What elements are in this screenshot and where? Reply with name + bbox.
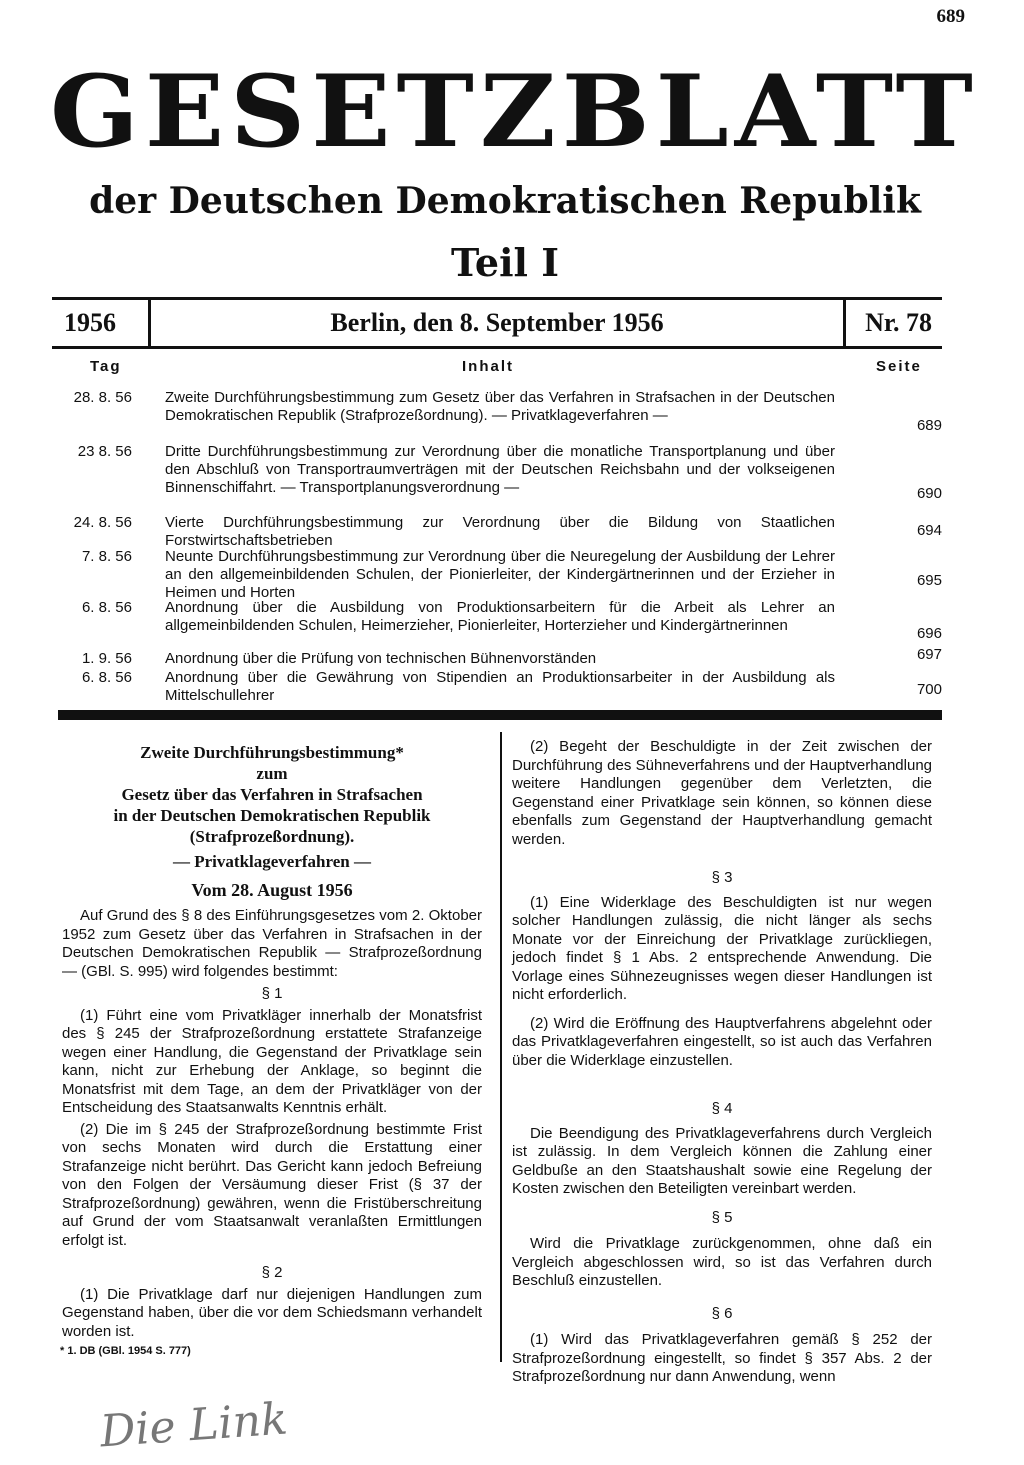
issue-date: Berlin, den 8. September 1956 [330, 308, 664, 337]
handwritten-note: Die Link [98, 1393, 290, 1458]
section-heading: § 4 [711, 1100, 733, 1117]
toc-text: Anordnung über die Prüfung von technischen Bühnenvorständen [165, 650, 597, 667]
right-column [512, 738, 932, 1387]
toc-text: Zweite Durchführungsbestimmung zum Gesetz über das Verfahren in Strafsachen in der Deutschen Demokratischen Republik (Strafprozeßordnung). — Privatklageverfahren — [165, 389, 835, 424]
toc-page: 690 [916, 485, 942, 502]
issue-divider [843, 297, 846, 349]
paragraph: (1) Wird das Privatklageverfahren gemäß § 252 der Strafprozeßordnung eingestellt, so findet § 357 Abs. 2 der Strafprozeßordnung nur dann Anwendung, wenn [512, 1331, 932, 1385]
part-label: Teil I [451, 240, 559, 285]
toc-text: Anordnung über die Ausbildung von Produktionsarbeitern für die Arbeit als Lehrer an allgemeinbildenden Schulen, Heimerzieher, Pionierleiter, Horterzieher und Kindergärtnerinnen [165, 599, 835, 634]
section-heading: § 6 [711, 1304, 733, 1322]
issue-year: 1956 [64, 308, 116, 337]
left-column [62, 742, 482, 1341]
paragraph: (1) Die Privatklage darf nur diejenigen Handlungen zum Gegenstand haben, über die vor dem Schiedsmann verhandelt worden ist. [62, 1285, 482, 1340]
article-date: Vom 28. August 1956 [191, 880, 353, 900]
footnote: * 1. DB (GBl. 1954 S. 777) [60, 1345, 191, 1357]
masthead: GESETZBLATT [50, 53, 979, 170]
article-title-line: (Strafprozeßordnung). [189, 827, 355, 846]
issue-number: Nr. 78 [865, 308, 932, 337]
toc-day: 1. 9. 56 [81, 650, 132, 667]
paragraph: (2) Begeht der Beschuldigte in der Zeit zwischen der Durchführung des Sühneverfahrens und der Hauptverhandlung weitere Handlungen gegenüber dem Verletzten, die Gegenstand einer Privatklage sein können, so können diese ebenfalls zum Gegenstand der Hauptverhandlung gemacht werden. [512, 738, 932, 848]
section-heading: § 3 [711, 869, 733, 886]
toc-day: 23 8. 56 [77, 443, 132, 460]
section-divider [58, 710, 942, 720]
toc-header-day: Tag [90, 358, 122, 375]
toc-day: 28. 8. 56 [73, 389, 132, 406]
toc-day: 6. 8. 56 [81, 599, 132, 616]
paragraph: (1) Führt eine vom Privatkläger innerhalb der Monatsfrist des § 245 der Strafprozeßordnung erstattete Strafanzeige wegen einer Handlung, die Gegenstand der Privatklage sein kann, nicht zur Erhebung der Anklage, so beginnt die Monatsfrist mit dem Tage, an dem der Privatkläger von der Entscheidung des Staatsanwalts Kenntnis erhält. [62, 1006, 482, 1116]
preamble: Auf Grund des § 8 des Einführungsgesetzes vom 2. Oktober 1952 zum Gesetz über das Verfahren in Strafsachen in der Deutschen Demokratischen Republik — Strafprozeßordnung — (GBl. S. 995) wird folgendes bestimmt: [62, 907, 482, 980]
toc-text: Anordnung über die Gewährung von Stipendien an Produktionsarbeiter in der Ausbildung als Mittelschullehrer [165, 669, 835, 704]
toc-day: 7. 8. 56 [81, 548, 132, 565]
toc-text: Neunte Durchführungsbestimmung zur Verordnung über die Neuregelung der Ausbildung der Lehrer an den allgemeinbildenden Schulen, der Pionierleiter, der Kindergärtnerinnen und der Erzieher in Heimen und Horten [165, 548, 835, 601]
paragraph: Wird die Privatklage zurückgenommen, ohne daß ein Vergleich abgeschlossen wird, so ist das Verfahren durch Beschluß einzustellen. [512, 1235, 932, 1289]
issue-bar [52, 297, 942, 349]
article-title-line: in der Deutschen Demokratischen Republik [113, 806, 431, 825]
paragraph: Die Beendigung des Privatklageverfahrens durch Vergleich ist zulässig. In dem Vergleich können die Zahlung einer Geldbuße an den Staatshaushalt sowie eine Regelung der Kosten zwischen den Beteiligten vereinbart werden. [512, 1124, 932, 1197]
toc-day: 6. 8. 56 [81, 669, 132, 686]
toc-text: Dritte Durchführungsbestimmung zur Verordnung über die monatliche Transportplanung und über den Abschluß von Transportraumverträgen mit der Deutschen Reichsbahn und der volkseigenen Binnenschiffahrt. — Transportplanungsverordnung — [165, 443, 835, 496]
toc-page: 696 [916, 625, 942, 642]
section-heading: § 2 [261, 1264, 283, 1281]
paragraph: (2) Wird die Eröffnung des Hauptverfahrens abgelehnt oder das Privatklageverfahren eingestellt, so ist auch das Verfahren über die Widerklage einzustellen. [512, 1014, 932, 1069]
page-number: 689 [936, 6, 965, 27]
toc-page: 697 [916, 646, 942, 663]
article-title-line: Zweite Durchführungsbestimmung* [140, 743, 404, 762]
toc-day: 24. 8. 56 [73, 514, 132, 531]
article-title-line: — Privatklageverfahren — [173, 852, 371, 871]
toc-page: 694 [916, 522, 942, 539]
paragraph: (1) Eine Widerklage des Beschuldigten ist nur wegen solcher Handlungen zulässig, die nicht länger als sechs Monate vor der Einreichung der Privatklage zurückliegen, jedoch findet § 1 Abs. 2 entsprechende Anwendung. Die Vorlage eines Sühnezeugnisses wegen dieser Handlungen ist nicht erforderlich. [512, 893, 932, 1003]
column-divider [500, 732, 502, 1362]
paragraph: (2) Die im § 245 der Strafprozeßordnung bestimmte Frist von sechs Monaten wird durch die Erstattung einer Strafanzeige nicht berührt. Das Gericht kann jedoch Befreiung von den Folgen der Versäumung dieser Frist (§ 37 der Strafprozeßordnung) gewähren, wenn die Fristüberschreitung auf Grund der vom Staatsanwalt veranlaßten Ermittlungen erfolgt ist. [62, 1120, 482, 1249]
publication-subtitle: der Deutschen Demokratischen Republik [89, 180, 921, 222]
toc-page: 689 [916, 417, 942, 434]
section-heading: § 5 [711, 1208, 733, 1226]
toc-text: Vierte Durchführungsbestimmung zur Verordnung über die Bildung von Staatlichen Forstwirtschaftsbetrieben [165, 514, 835, 549]
toc-page: 695 [916, 572, 942, 589]
toc-page: 700 [916, 681, 942, 698]
issue-divider [148, 297, 151, 349]
article-title-line: zum [256, 764, 288, 783]
article-title-line: Gesetz über das Verfahren in Strafsachen [121, 785, 423, 804]
section-heading: § 1 [261, 985, 283, 1002]
toc-header-page: Seite [876, 358, 922, 375]
toc-header-content: Inhalt [462, 358, 514, 375]
